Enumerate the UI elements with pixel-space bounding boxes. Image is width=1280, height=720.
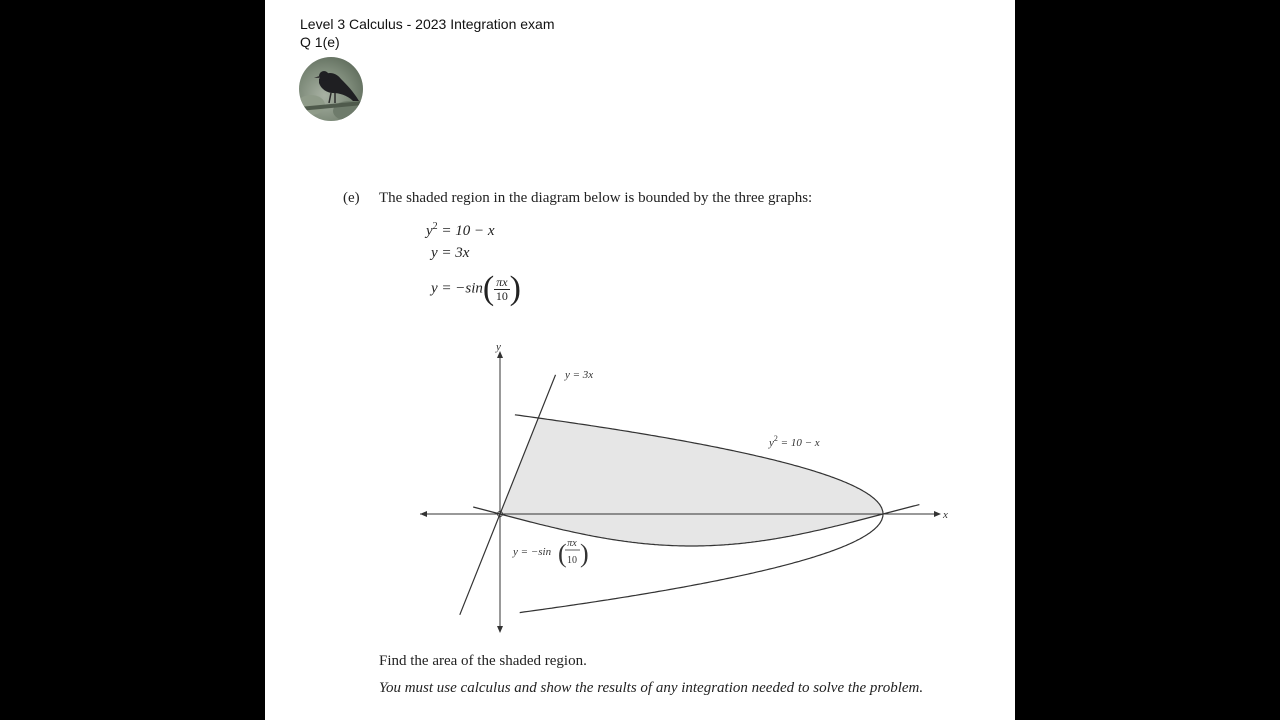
calculus-note: You must use calculus and show the results of any integration needed to solve the problem. [379, 680, 924, 696]
instruction-text: Find the area of the shaded region. [379, 653, 587, 669]
equation-lhs: y [426, 223, 433, 239]
svg-text:(: ( [558, 539, 567, 568]
equation-lhs: y [431, 245, 438, 261]
equation-line [431, 245, 469, 262]
equation-fraction [494, 276, 509, 303]
region-diagram [415, 338, 955, 643]
parabola-label-rhs: = 10 − x [777, 437, 820, 449]
question-label: (e) [343, 190, 360, 206]
line-curve-label: y = 3x [565, 369, 594, 381]
equation-rhs: = 3x [437, 245, 470, 261]
fraction-denominator: 10 [495, 288, 508, 303]
fraction-numerator: πx [496, 274, 508, 289]
y-axis-label: y [496, 341, 501, 353]
question-reference: Q 1(e) [300, 34, 340, 50]
bird-avatar [299, 57, 363, 121]
question-intro: The shaded region in the diagram below is bounded by the three graphs: [379, 190, 813, 206]
sine-label-numerator: πx [567, 538, 577, 549]
svg-text:): ) [580, 539, 589, 568]
parabola-curve-label [768, 434, 820, 449]
equation-lhs: y [431, 280, 438, 297]
sine-curve-label [512, 538, 589, 568]
parabola-label-lhs: y [769, 437, 774, 449]
sine-label-text: y = −sin [513, 546, 552, 558]
shaded-region [500, 418, 883, 546]
parabola-label-exponent: 2 [773, 434, 778, 443]
region-diagram-svg [415, 338, 955, 638]
equation-parabola [426, 221, 495, 240]
bird-photo-icon [299, 57, 363, 121]
equation-rhs: = 10 − x [437, 223, 495, 239]
page-title: Level 3 Calculus - 2023 Integration exam [300, 16, 555, 32]
sine-label-denominator: 10 [567, 555, 577, 566]
exam-page [265, 0, 1015, 720]
x-axis-label: x [943, 509, 948, 521]
equation-sine: y = −sin( $\frac{\pi x}{10}$ ) [431, 270, 521, 307]
equation-rhs: = −sin [437, 280, 483, 297]
equation-exponent: 2 [432, 221, 438, 232]
